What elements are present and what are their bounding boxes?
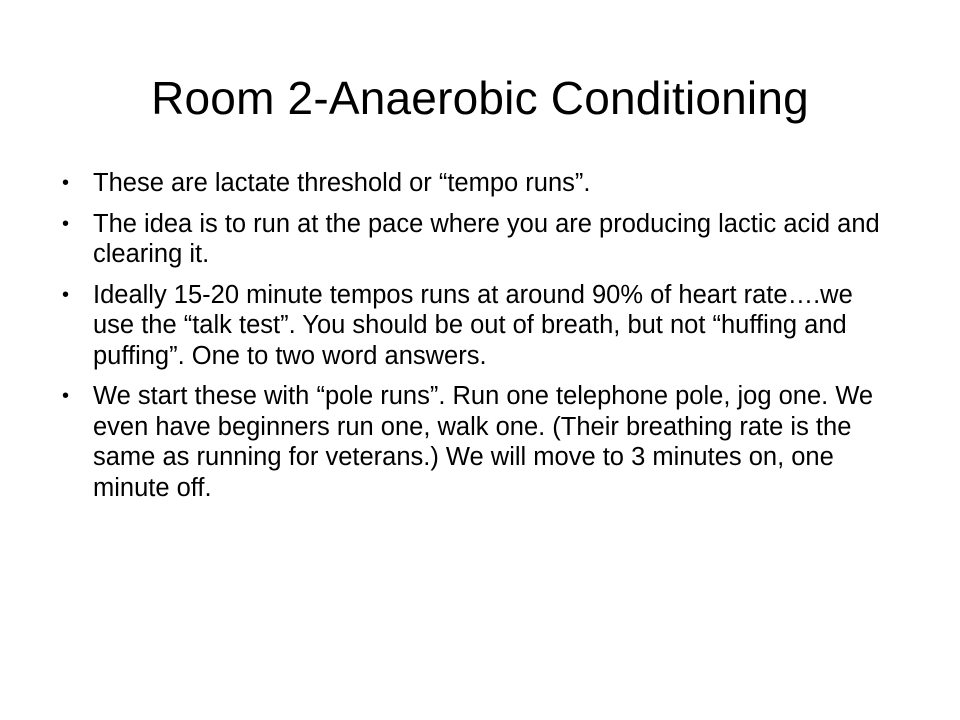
bullet-text: Ideally 15-20 minute tempos runs at around 90% of heart rate….we use the “talk test”. You should be out of breath, but not “huffing and puffing”. One to two word answers. <box>93 280 853 370</box>
bullet-item <box>62 168 882 199</box>
bullet-icon: • <box>62 385 70 407</box>
slide-title: Room 2-Anaerobic Conditioning <box>151 72 809 124</box>
bullet-text: The idea is to run at the pace where you are producing lactic acid and clearing it. <box>93 209 880 268</box>
bullet-item <box>62 209 882 270</box>
bullet-icon: • <box>62 172 70 194</box>
bullet-item <box>62 381 882 503</box>
bullet-icon: • <box>62 212 70 235</box>
bullet-icon: • <box>62 283 70 306</box>
bullet-item <box>62 280 882 372</box>
bullet-text: We start these with “pole runs”. Run one telephone pole, jog one. We even have beginners run one, walk one. (Their breathing rate is the same as running for veterans.) We will move to 3 minutes on, one minute off. <box>93 382 874 502</box>
bullet-text: These are lactate threshold or “tempo runs”. <box>93 169 591 197</box>
bullet-list <box>62 168 882 513</box>
